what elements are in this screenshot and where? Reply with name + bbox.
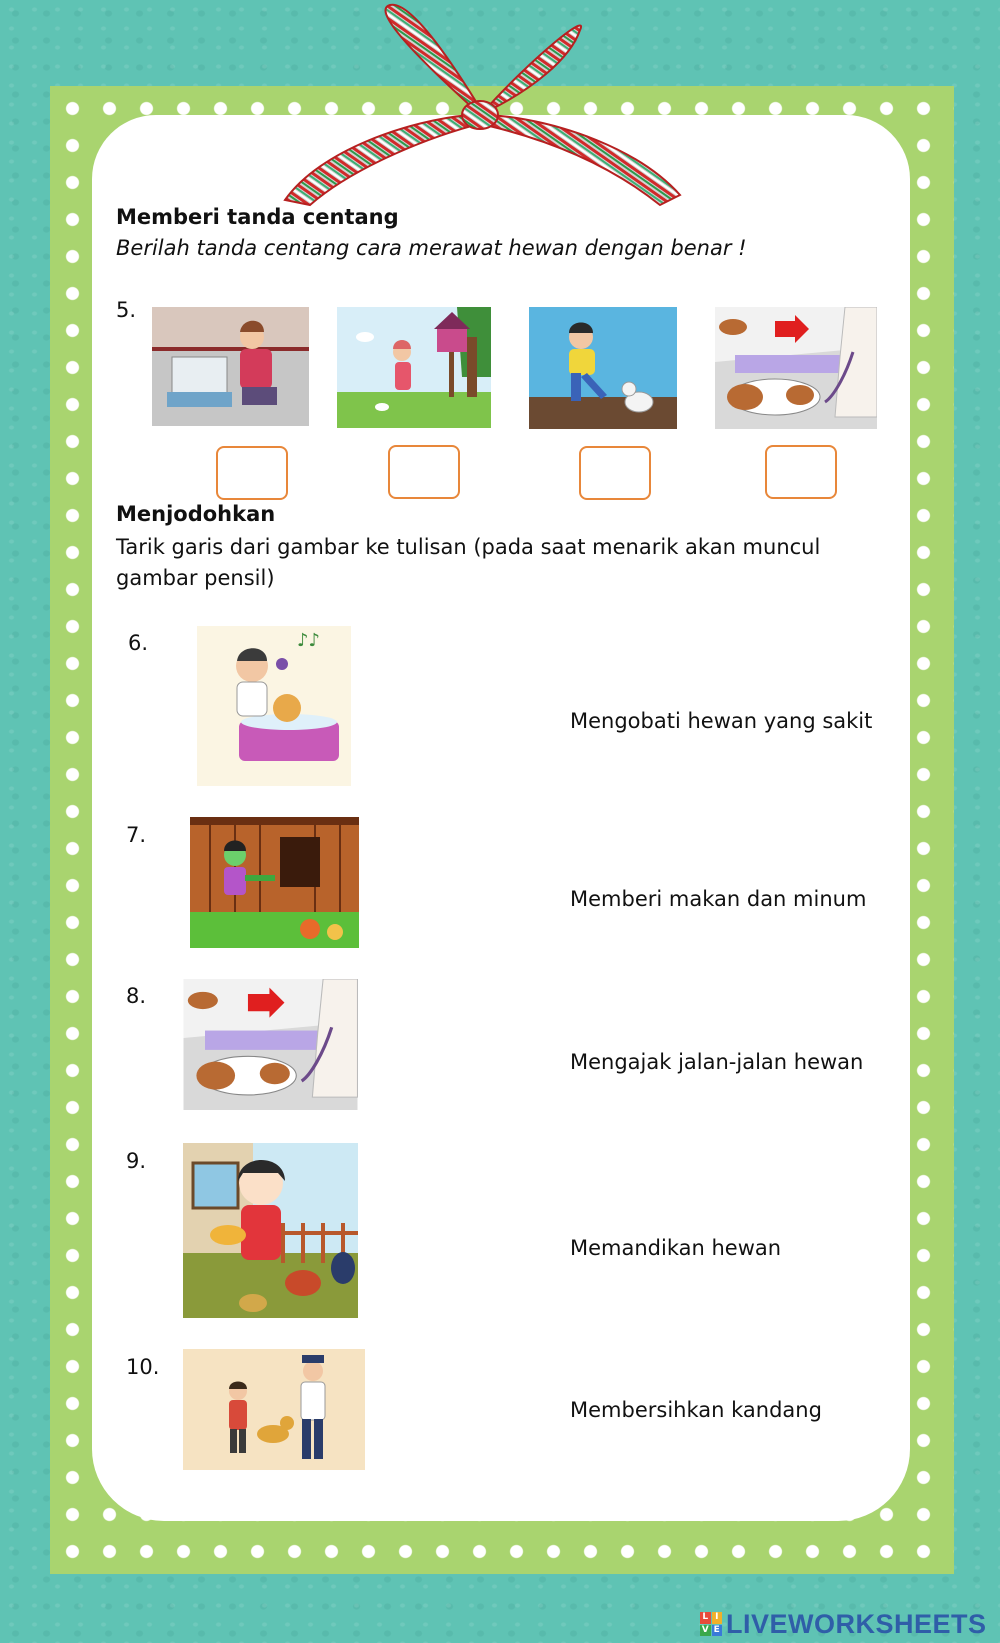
answer-4[interactable]: Memandikan hewan bbox=[570, 1236, 782, 1260]
question-9-number: 9. bbox=[126, 1149, 147, 1173]
section2-title: Menjodohkan bbox=[116, 502, 276, 526]
checkbox-1[interactable] bbox=[216, 446, 288, 500]
image-chicken-coop[interactable] bbox=[190, 817, 359, 948]
question-6-number: 6. bbox=[128, 631, 149, 655]
question-5-number: 5. bbox=[116, 298, 137, 322]
checkbox-4[interactable] bbox=[765, 445, 837, 499]
answer-3[interactable]: Mengajak jalan-jalan hewan bbox=[570, 1050, 864, 1074]
checkbox-3[interactable] bbox=[579, 446, 651, 500]
checkbox-2[interactable] bbox=[388, 445, 460, 499]
svg-text:♪♪: ♪♪ bbox=[297, 630, 320, 651]
section2-instruction-line2: gambar pensil) bbox=[116, 566, 275, 590]
image-feeding-birds bbox=[337, 307, 491, 428]
section1-instruction: Berilah tanda centang cara merawat hewan dengan benar ! bbox=[116, 236, 747, 260]
image-girl-feeding-chickens[interactable] bbox=[183, 1143, 358, 1318]
image-walking-dogs[interactable] bbox=[183, 1349, 365, 1470]
liveworksheets-logo bbox=[700, 1608, 987, 1640]
answer-5[interactable]: Membersihkan kandang bbox=[570, 1398, 822, 1422]
image-vet-dog bbox=[715, 307, 877, 429]
section2-instruction-line1: Tarik garis dari gambar ke tulisan (pada saat menarik akan muncul bbox=[116, 535, 821, 559]
logo-grid-icon: L I V E bbox=[700, 1612, 722, 1636]
answer-2[interactable]: Memberi makan dan minum bbox=[570, 887, 867, 911]
ribbon-bow-icon bbox=[270, 0, 690, 210]
image-kicking-cat bbox=[529, 307, 677, 429]
question-10-number: 10. bbox=[126, 1355, 160, 1379]
section1-title: Memberi tanda centang bbox=[116, 205, 399, 229]
image-cleaning-cage bbox=[152, 307, 309, 426]
image-vet-dog-small[interactable] bbox=[183, 979, 358, 1110]
question-8-number: 8. bbox=[126, 984, 147, 1008]
question-7-number: 7. bbox=[126, 823, 147, 847]
image-bathing-cat[interactable] bbox=[197, 626, 351, 786]
answer-1[interactable]: Mengobati hewan yang sakit bbox=[570, 709, 873, 733]
brand-name: LIVEWORKSHEETS bbox=[726, 1608, 987, 1639]
